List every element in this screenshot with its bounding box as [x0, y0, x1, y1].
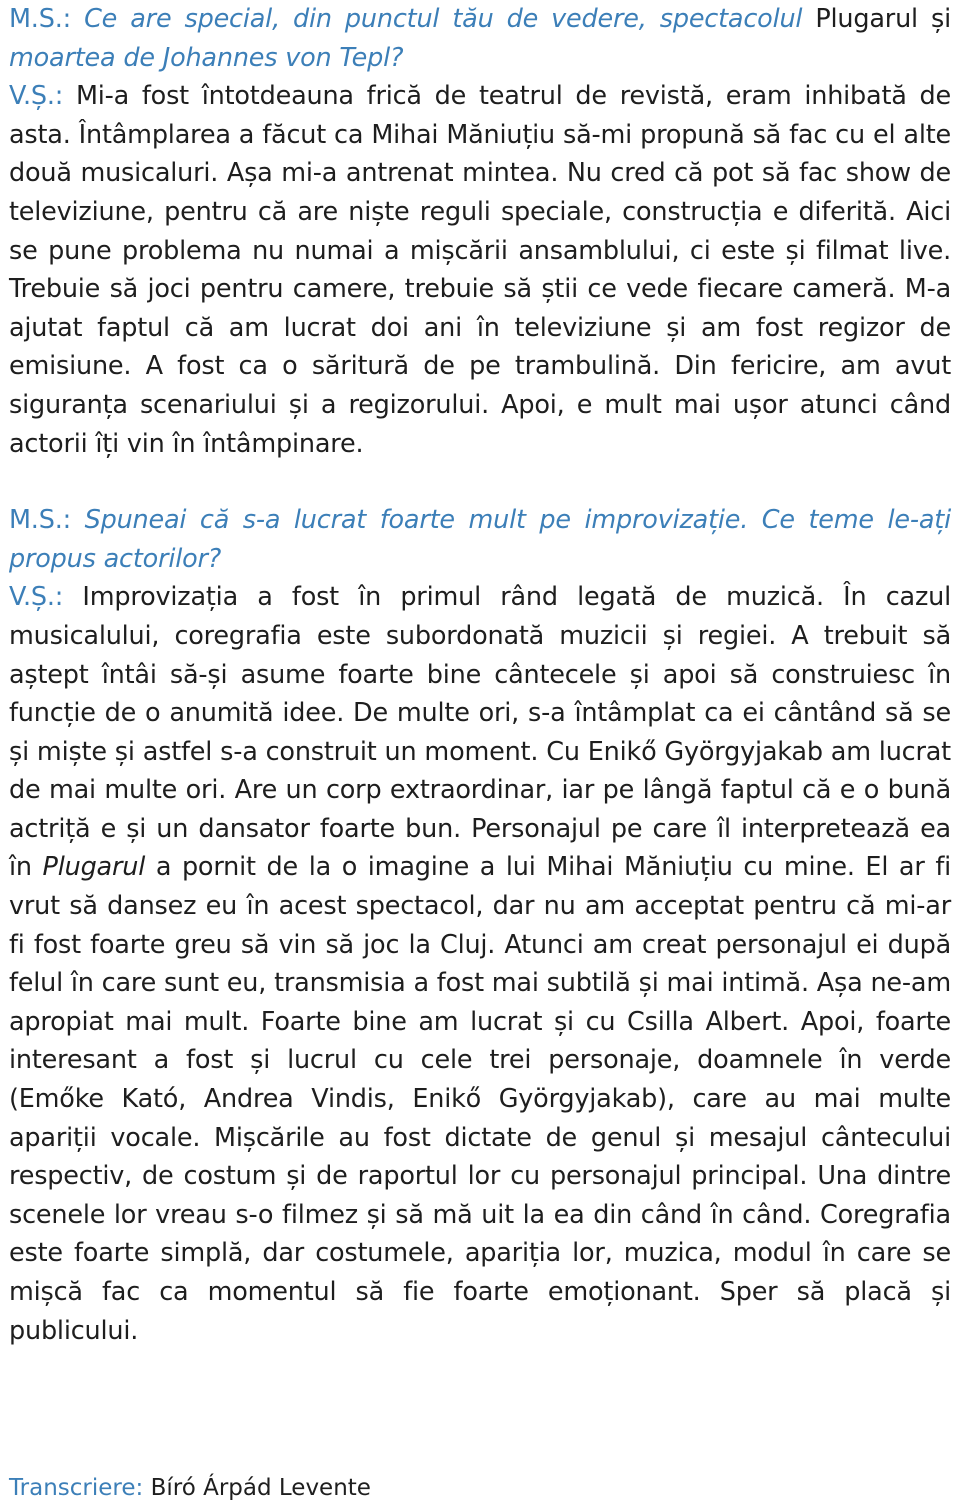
question-1	[9, 0, 951, 77]
answer-2	[9, 578, 951, 1350]
answer-1	[9, 77, 951, 463]
credit-label: Transcriere:	[9, 1475, 144, 1501]
question-2-speaker: M.S.	[9, 505, 63, 536]
answer-2-separator: :	[54, 582, 83, 613]
question-2	[9, 501, 951, 578]
answer-1-speaker: V.Ș.	[9, 81, 55, 112]
answer-2-text-cont: a pornit de la o imagine a lui Mihai Măniuțiu cu mine. El ar fi vrut să dansez eu în acest spectacol, dar nu am acceptat pentru că mi-ar fi fost foarte greu să vin să joc la Cluj. Atunci am creat personajul ei după felul în care sunt eu, transmisia a fost mai subtilă și mai intimă. Așa ne-am apropiat mai mult. Foarte bine am lucrat și cu Csilla Albert. Apoi, foarte interesant a fost și lucrul cu cele trei personaje, doamnele în verde (Emőke Kató, Andrea Vindis, Enikő Györgyjakab), care au mai multe apariții vocale. Mișcările au fost dictate de genul și mesajul cântecului respectiv, de costum și de raportul lor cu personajul principal. Una dintre scenele lor vreau s-o filmez și să mă uit la ea din când în când. Coregrafia este foarte simplă, dar costumele, apariția lor, muzica, modul în care se mișcă fac ca momentul să fie foarte emoționant. Sper să placă și publicului.	[9, 852, 951, 1346]
question-2-text: Spuneai că s-a lucrat foarte mult pe improvizație. Ce teme le-ați propus actorilor?	[9, 505, 951, 574]
answer-2-title: Plugarul	[42, 852, 146, 883]
section-spacer	[9, 463, 951, 501]
answer-2-speaker: V.Ș.	[9, 582, 55, 613]
answer-1-separator: :	[54, 81, 76, 112]
question-1-separator: :	[62, 4, 85, 34]
question-1-text: Ce are special, din punctul tău de vedere, spectacolul	[84, 4, 816, 34]
question-1-speaker: M.S.	[9, 4, 63, 34]
answer-2-text: Improvizația a fost în primul rând legată de muzică. În cazul musicalului, coregrafia este subordonată muzicii și regiei. A trebuit să aștept întâi să-și asume foarte bine cântecele și apoi să construiesc în funcție de o anumită idee. De multe ori, s-a întâmplat ca ei cântând să se și miște și astfel s-a construit un moment. Cu Enikő Györgyjakab am lucrat de mai multe ori. Are un corp extraordinar, iar pe lângă faptul că e o bună actriță e și un dansator foarte bun. Personajul pe care îl interpretează ea în	[9, 582, 951, 883]
question-2-separator: :	[62, 505, 85, 536]
credit-name: Bíró Árpád Levente	[143, 1475, 371, 1501]
question-1-title: Plugarul	[815, 4, 918, 34]
question-1-conjunction: și	[917, 4, 951, 34]
answer-1-text: Mi-a fost întotdeauna frică de teatrul de revistă, eram inhibată de asta. Întâmplarea a făcut ca Mihai Măniuțiu să-mi propună să fac cu el alte două musicaluri. Așa mi-a antrenat mintea. Nu cred că pot să fac show de televiziune, pentru că are niște reguli speciale, construcția e diferită. Aici se pune problema nu numai a mișcării ansamblului, ci este și filmat live. Trebuie să joci pentru camere, trebuie să știi ce vede fiecare cameră. M-a ajutat faptul că am lucrat doi ani în televiziune și am fost regizor de emisiune. A fost ca o săritură de pe trambulină. Din fericire, am avut siguranța scenariului și a regizorului. Apoi, e mult mai ușor atunci când actorii îți vin în întâmpinare.	[9, 81, 951, 459]
question-1-text-cont: moartea de Johannes von Tepl?	[9, 42, 404, 73]
transcription-credit	[9, 1470, 371, 1506]
